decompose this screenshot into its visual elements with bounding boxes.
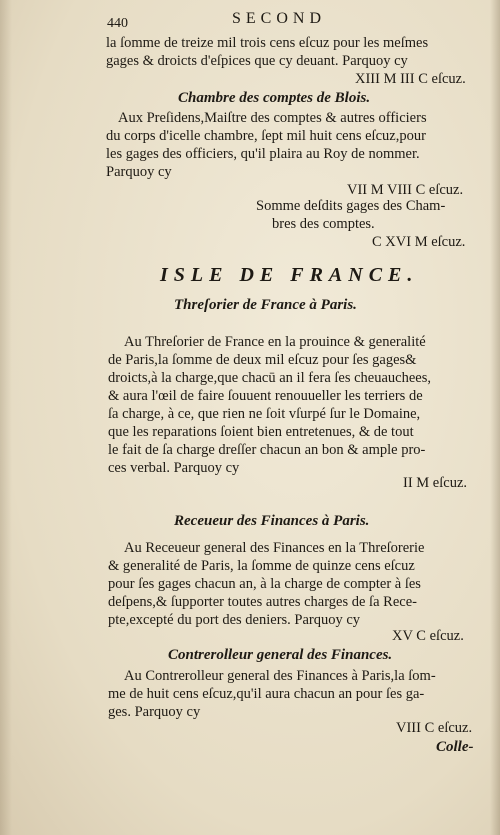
text-line: bres des comptes. [272, 216, 375, 232]
amount-line: VII M VIII C eſcuz. [347, 182, 464, 198]
amount-line: VIII C eſcuz. [396, 720, 473, 736]
text-line: le fait de ſa charge dreſſer chacun an bon & ample pro- [108, 442, 426, 458]
text-line: Au Threſorier de France en la prouince & generalité [124, 334, 426, 350]
text-line: ges. Parquoy cy [108, 704, 201, 720]
page-edge-shadow [490, 0, 500, 835]
amount-line: C XVI M eſcuz. [372, 234, 466, 250]
text-line: Aux Preſidens,Maiſtre des comptes & autres officiers [118, 110, 427, 126]
text-line: gages & droicts d'eſpices que cy deuant. Parquoy cy [106, 53, 408, 69]
catchword: Colle- [436, 739, 474, 755]
amount-line: XV C eſcuz. [392, 628, 464, 644]
region-heading: ISLE DE FRANCE. [160, 264, 419, 286]
section-heading: Threſorier de France à Paris. [174, 297, 357, 313]
text-line: droicts,à la charge,que chacū an il fera ſes cheuauchees, [108, 370, 431, 386]
text-line: Au Receueur general des Finances en la Threſorerie [124, 540, 425, 556]
text-line: du corps d'icelle chambre, ſept mil huit cens eſcuz,pour [106, 128, 426, 144]
text-line: les gages des officiers, qu'il plaira au Roy de nommer. [106, 146, 420, 162]
text-line: & aura l'œil de faire ſouuent renouueller les terriers de [108, 388, 423, 404]
text-line: deſpens,& ſupporter toutes autres charges de ſa Rece- [108, 594, 417, 610]
text-line: ces verbal. Parquoy cy [108, 460, 240, 476]
text-line: me de huit cens eſcuz,qu'il aura chacun an pour ſes ga- [108, 686, 425, 702]
text-line: que les reparations ſoient bien entretenues, & de tout [108, 424, 414, 440]
amount-line: II M eſcuz. [403, 475, 468, 491]
text-line: pte,excepté du port des deniers. Parquoy cy [108, 612, 361, 628]
section-heading: Receueur des Finances à Paris. [174, 513, 370, 529]
text-line: Au Contrerolleur general des Finances à Paris,la ſom- [124, 668, 436, 684]
section-heading: Chambre des comptes de Blois. [178, 90, 371, 106]
text-line: Somme deſdits gages des Cham- [256, 198, 446, 214]
running-title: SECOND [232, 10, 327, 27]
text-line: & generalité de Paris, la ſomme de quinze cens eſcuz [108, 558, 415, 574]
text-line: pour ſes gages chacun an, à la charge de compter à ſes [108, 576, 421, 592]
amount-line: XIII M III C eſcuz. [355, 71, 466, 87]
text-line: ſa charge, à ce, que rien ne ſoit vſurpé ſur le Domaine, [108, 406, 421, 422]
page-gutter-shadow [0, 0, 12, 835]
page-number: 440 [107, 16, 128, 31]
text-line: Parquoy cy [106, 164, 172, 180]
section-heading: Contrerolleur general des Finances. [168, 647, 393, 663]
text-line: la ſomme de treize mil trois cens eſcuz pour les meſmes [106, 35, 429, 51]
text-line: de Paris,la ſomme de deux mil eſcuz pour ſes gages& [108, 352, 417, 368]
